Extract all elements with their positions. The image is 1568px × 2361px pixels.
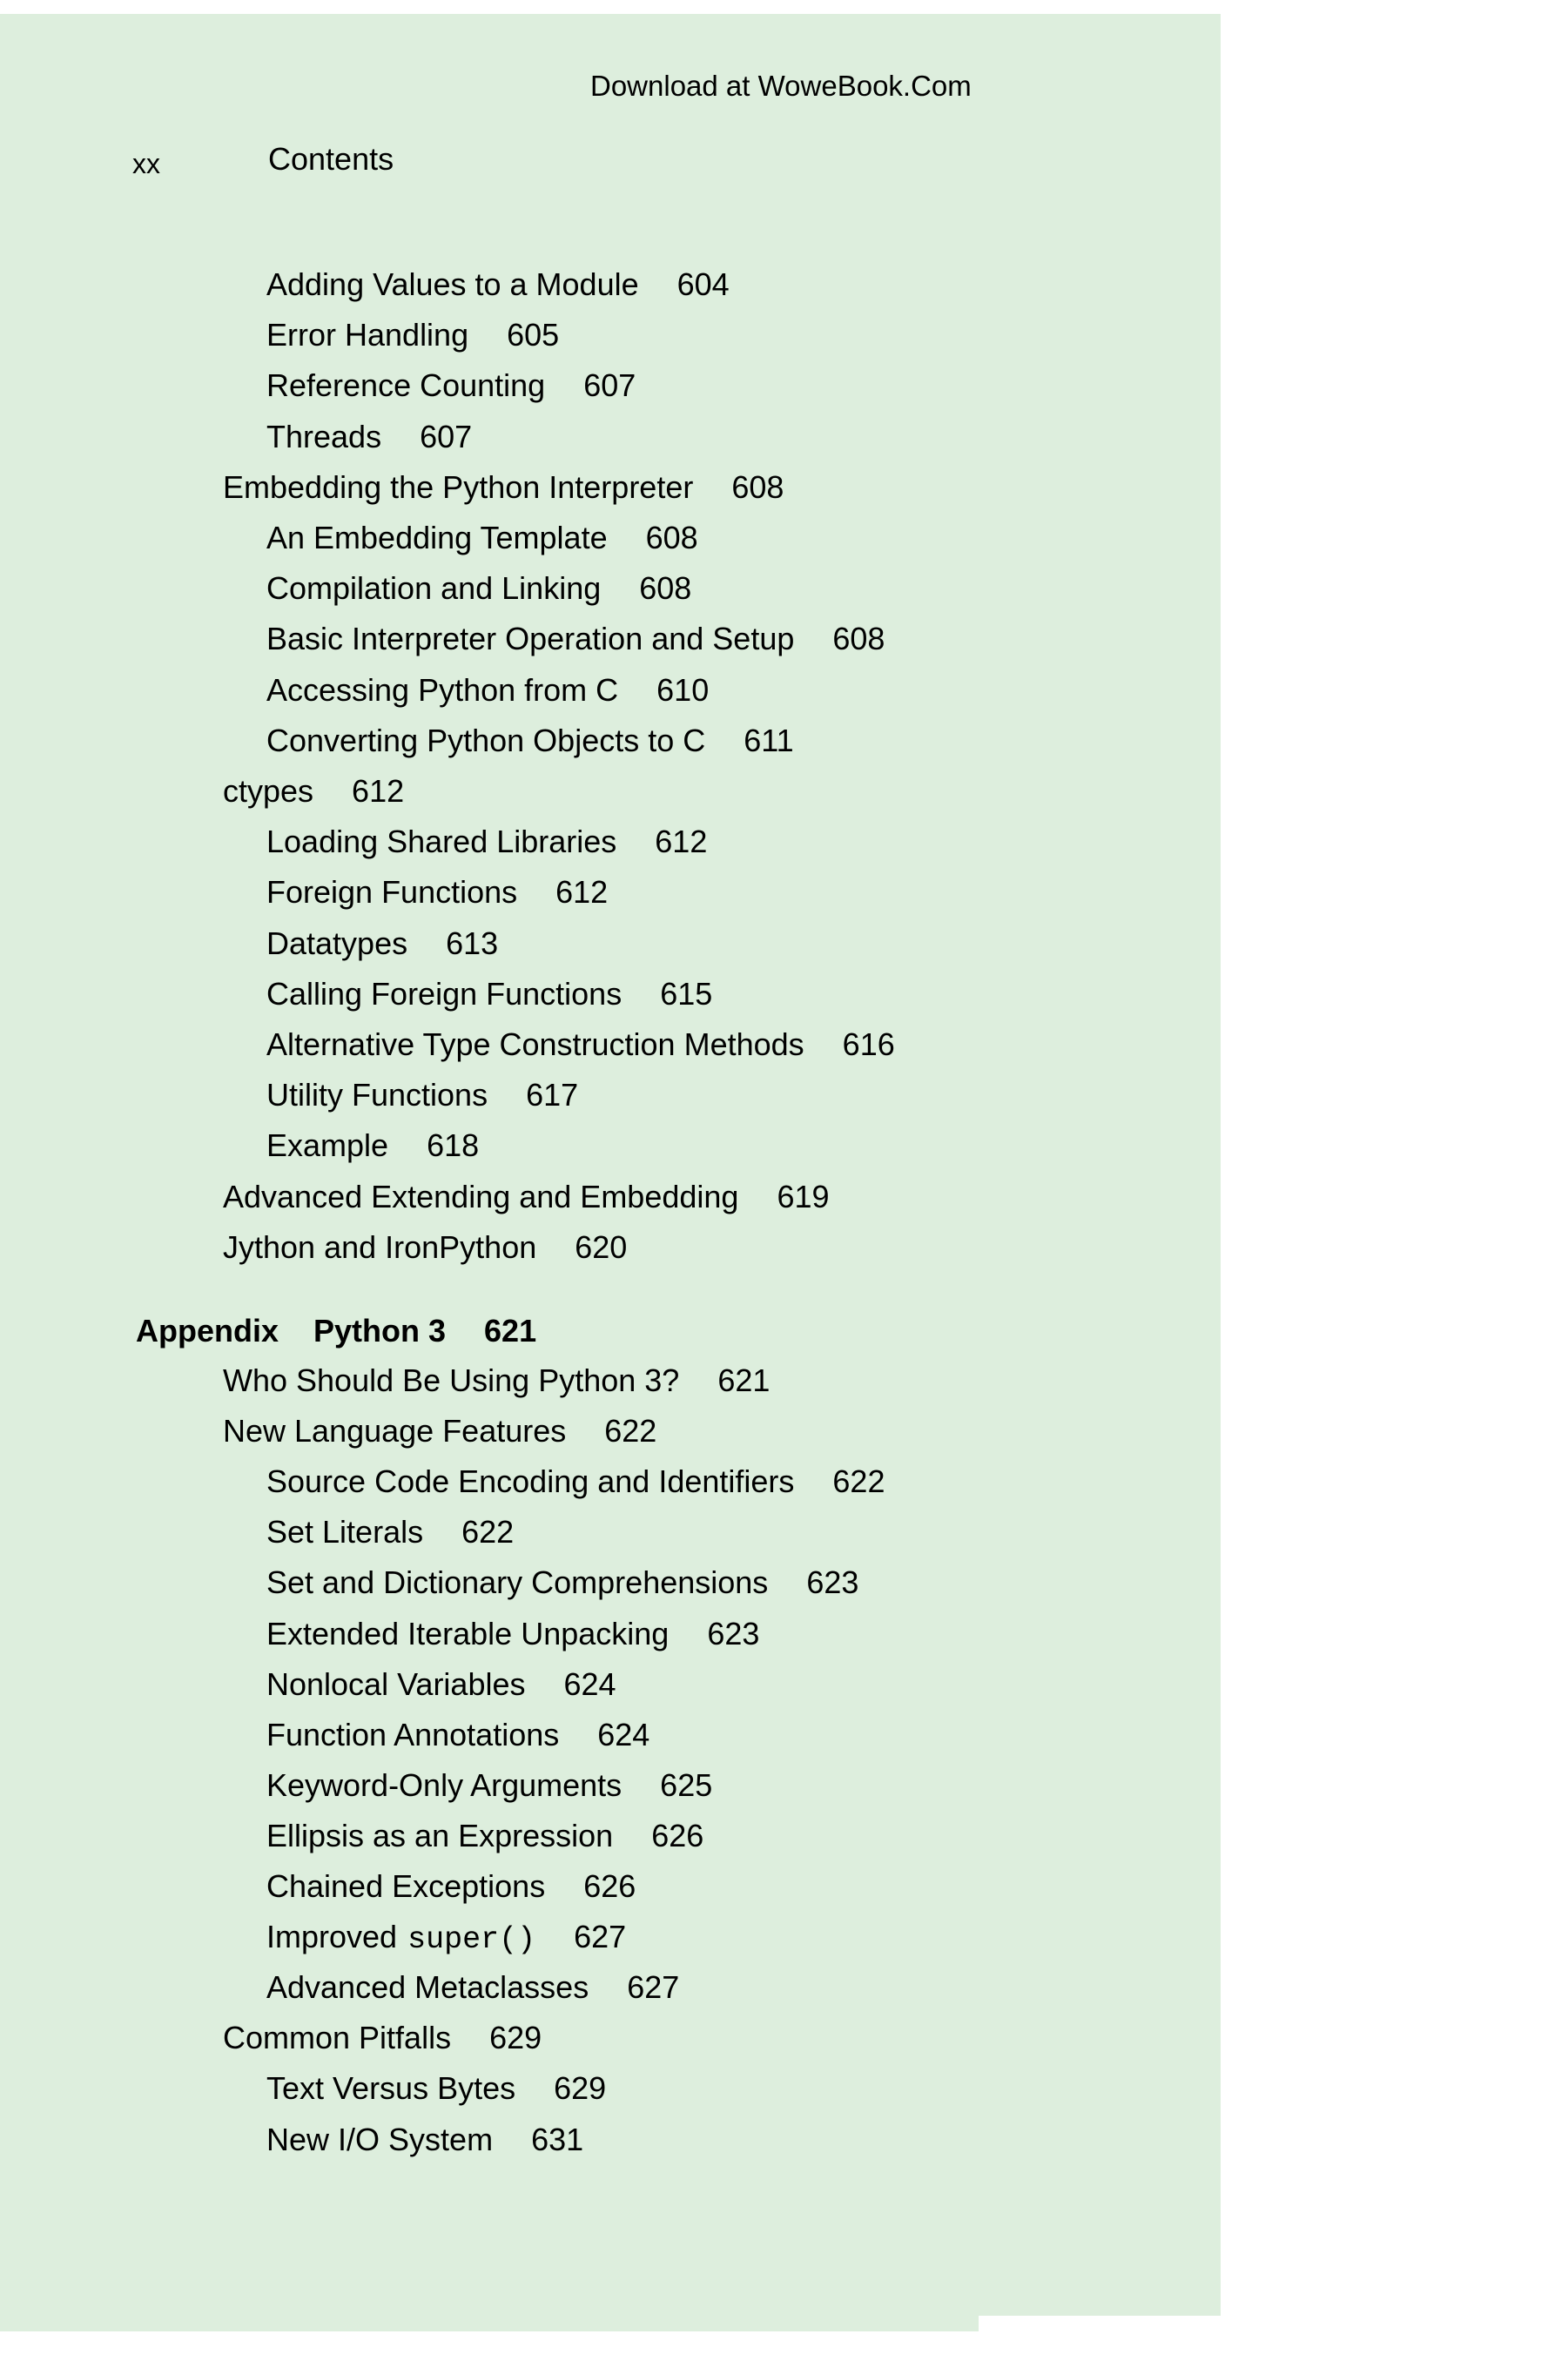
toc-entry-page: 622 <box>604 1413 657 1449</box>
toc-entry-title: Error Handling <box>266 317 469 353</box>
toc-entry-title: Keyword-Only Arguments <box>266 1767 622 1803</box>
toc-entry-title: Utility Functions <box>266 1077 488 1113</box>
toc-entry <box>223 1229 627 1266</box>
toc-entry <box>223 773 404 810</box>
toc-entry <box>266 1077 578 1113</box>
toc-entry-title: Who Should Be Using Python 3? <box>223 1362 680 1398</box>
toc-entry-title: Improved <box>266 1919 398 1954</box>
toc-entry-code: super() <box>407 1922 536 1957</box>
appendix-heading <box>136 1313 536 1349</box>
toc-entry <box>266 976 712 1012</box>
toc-entry-page: 619 <box>777 1179 830 1214</box>
toc-entry-page: 604 <box>676 266 730 302</box>
toc-entry-title: Compilation and Linking <box>266 570 602 606</box>
toc-entry-title: Embedding the Python Interpreter <box>223 469 694 505</box>
toc-entry <box>266 1666 616 1703</box>
toc-entry <box>266 2070 606 2107</box>
toc-entry-title: Nonlocal Variables <box>266 1666 526 1702</box>
toc-entry-title: Common Pitfalls <box>223 2020 452 2055</box>
toc-entry <box>266 925 498 962</box>
running-head: Contents <box>268 141 394 177</box>
toc-entry-page: 626 <box>583 1868 636 1904</box>
toc-entry-title: Calling Foreign Functions <box>266 976 622 1012</box>
toc-entry-title: Alternative Type Construction Methods <box>266 1026 804 1062</box>
toc-entry-page: 624 <box>597 1717 650 1752</box>
toc-entry <box>266 367 636 404</box>
toc-entry <box>223 1413 656 1450</box>
page-number: xx <box>132 148 160 179</box>
toc-entry-title: Loading Shared Libraries <box>266 824 617 859</box>
toc-entry <box>266 1564 858 1601</box>
toc-entry <box>266 621 885 657</box>
appendix-title: Python 3 <box>313 1313 447 1349</box>
toc-entry-page: 613 <box>446 925 499 961</box>
toc-entry <box>266 419 472 455</box>
toc-entry-page: 612 <box>555 874 609 910</box>
toc-entry-page: 618 <box>427 1127 480 1163</box>
toc-entry-page: 610 <box>656 672 710 708</box>
toc-entry <box>266 1514 514 1550</box>
appendix-page: 621 <box>484 1313 537 1349</box>
toc-entry-page: 629 <box>489 2020 542 2055</box>
toc-entry-page: 616 <box>842 1026 895 1062</box>
toc-entry-title: Set and Dictionary Comprehensions <box>266 1564 769 1600</box>
toc-entry-page: 627 <box>627 1969 680 2005</box>
toc-entry <box>266 1767 712 1804</box>
toc-entry-title: Example <box>266 1127 389 1163</box>
download-note: Download at WoweBook.Com <box>590 70 972 102</box>
toc-entry-page: 608 <box>639 570 692 606</box>
toc-entry-page: 615 <box>660 976 713 1012</box>
toc-entry-title: Jython and IronPython <box>223 1229 537 1265</box>
toc-entry-title: Advanced Metaclasses <box>266 1969 589 2005</box>
toc-entry <box>266 672 709 709</box>
toc-entry-title: Foreign Functions <box>266 874 518 910</box>
toc-entry-title: Accessing Python from C <box>266 672 619 708</box>
toc-entry-title: Text Versus Bytes <box>266 2070 516 2106</box>
toc-entry-title: Converting Python Objects to C <box>266 723 706 758</box>
toc-entry-page: 612 <box>655 824 708 859</box>
toc-entry-page: 621 <box>717 1362 771 1398</box>
toc-entry-page: 625 <box>660 1767 713 1803</box>
toc-entry <box>223 1179 830 1215</box>
toc-entry <box>266 1969 679 2006</box>
toc-entry <box>266 317 559 353</box>
toc-entry <box>266 1919 626 1957</box>
toc-entry-page: 622 <box>461 1514 515 1550</box>
toc-entry <box>223 1362 770 1399</box>
toc-entry <box>266 1818 703 1854</box>
toc-entry-title: Reference Counting <box>266 367 546 403</box>
toc-entry <box>266 520 698 556</box>
toc-entry <box>266 1463 885 1500</box>
appendix-label: Appendix <box>136 1313 279 1349</box>
toc-entry-page: 612 <box>352 773 405 809</box>
toc-entry-page: 629 <box>554 2070 607 2106</box>
toc-entry-title: Threads <box>266 419 382 454</box>
toc-entry <box>266 1616 759 1652</box>
toc-entry <box>266 2122 583 2158</box>
toc-entry-title: ctypes <box>223 773 314 809</box>
toc-entry <box>266 824 707 860</box>
toc-entry-page: 608 <box>832 621 885 656</box>
toc-entry <box>266 1026 895 1063</box>
toc-entry-page: 605 <box>507 317 560 353</box>
toc-entry <box>266 874 608 911</box>
toc-entry-page: 608 <box>645 520 698 555</box>
toc-entry <box>266 1868 636 1905</box>
toc-entry-title: New I/O System <box>266 2122 494 2157</box>
toc-entry-page: 623 <box>707 1616 760 1651</box>
toc-entry-title: Datatypes <box>266 925 408 961</box>
toc-entry-page: 631 <box>531 2122 584 2157</box>
toc-entry-title: Basic Interpreter Operation and Setup <box>266 621 795 656</box>
toc-entry <box>266 266 730 303</box>
toc-entry-title: Function Annotations <box>266 1717 560 1752</box>
toc-entry-title: Source Code Encoding and Identifiers <box>266 1463 795 1499</box>
toc-entry-page: 626 <box>651 1818 704 1853</box>
toc-entry <box>223 469 784 506</box>
toc-entry-title: Adding Values to a Module <box>266 266 639 302</box>
toc-entry-page: 617 <box>526 1077 579 1113</box>
toc-entry <box>266 570 691 607</box>
toc-entry <box>266 1717 649 1753</box>
toc-entry-title: New Language Features <box>223 1413 567 1449</box>
bottom-strip <box>979 2316 1568 2361</box>
toc-entry-page: 611 <box>744 723 794 758</box>
toc-entry-page: 607 <box>583 367 636 403</box>
toc-entry-page: 627 <box>574 1919 627 1954</box>
toc-entry-page: 608 <box>731 469 784 505</box>
toc-entry-title: Chained Exceptions <box>266 1868 546 1904</box>
toc-entry-title: Ellipsis as an Expression <box>266 1818 614 1853</box>
toc-entry-page: 620 <box>575 1229 628 1265</box>
toc-entry-title: An Embedding Template <box>266 520 608 555</box>
toc-entry-title: Extended Iterable Unpacking <box>266 1616 670 1651</box>
page <box>0 14 1221 2331</box>
toc-entry-page: 624 <box>563 1666 616 1702</box>
toc-entry-title: Set Literals <box>266 1514 424 1550</box>
toc-entry <box>223 2020 542 2056</box>
toc-entry <box>266 1127 479 1164</box>
toc-entry-page: 607 <box>420 419 473 454</box>
toc-entry <box>266 723 794 759</box>
toc-entry-page: 622 <box>832 1463 885 1499</box>
toc-entry-title: Advanced Extending and Embedding <box>223 1179 739 1214</box>
table-of-contents <box>0 14 1221 2331</box>
toc-entry-page: 623 <box>806 1564 859 1600</box>
